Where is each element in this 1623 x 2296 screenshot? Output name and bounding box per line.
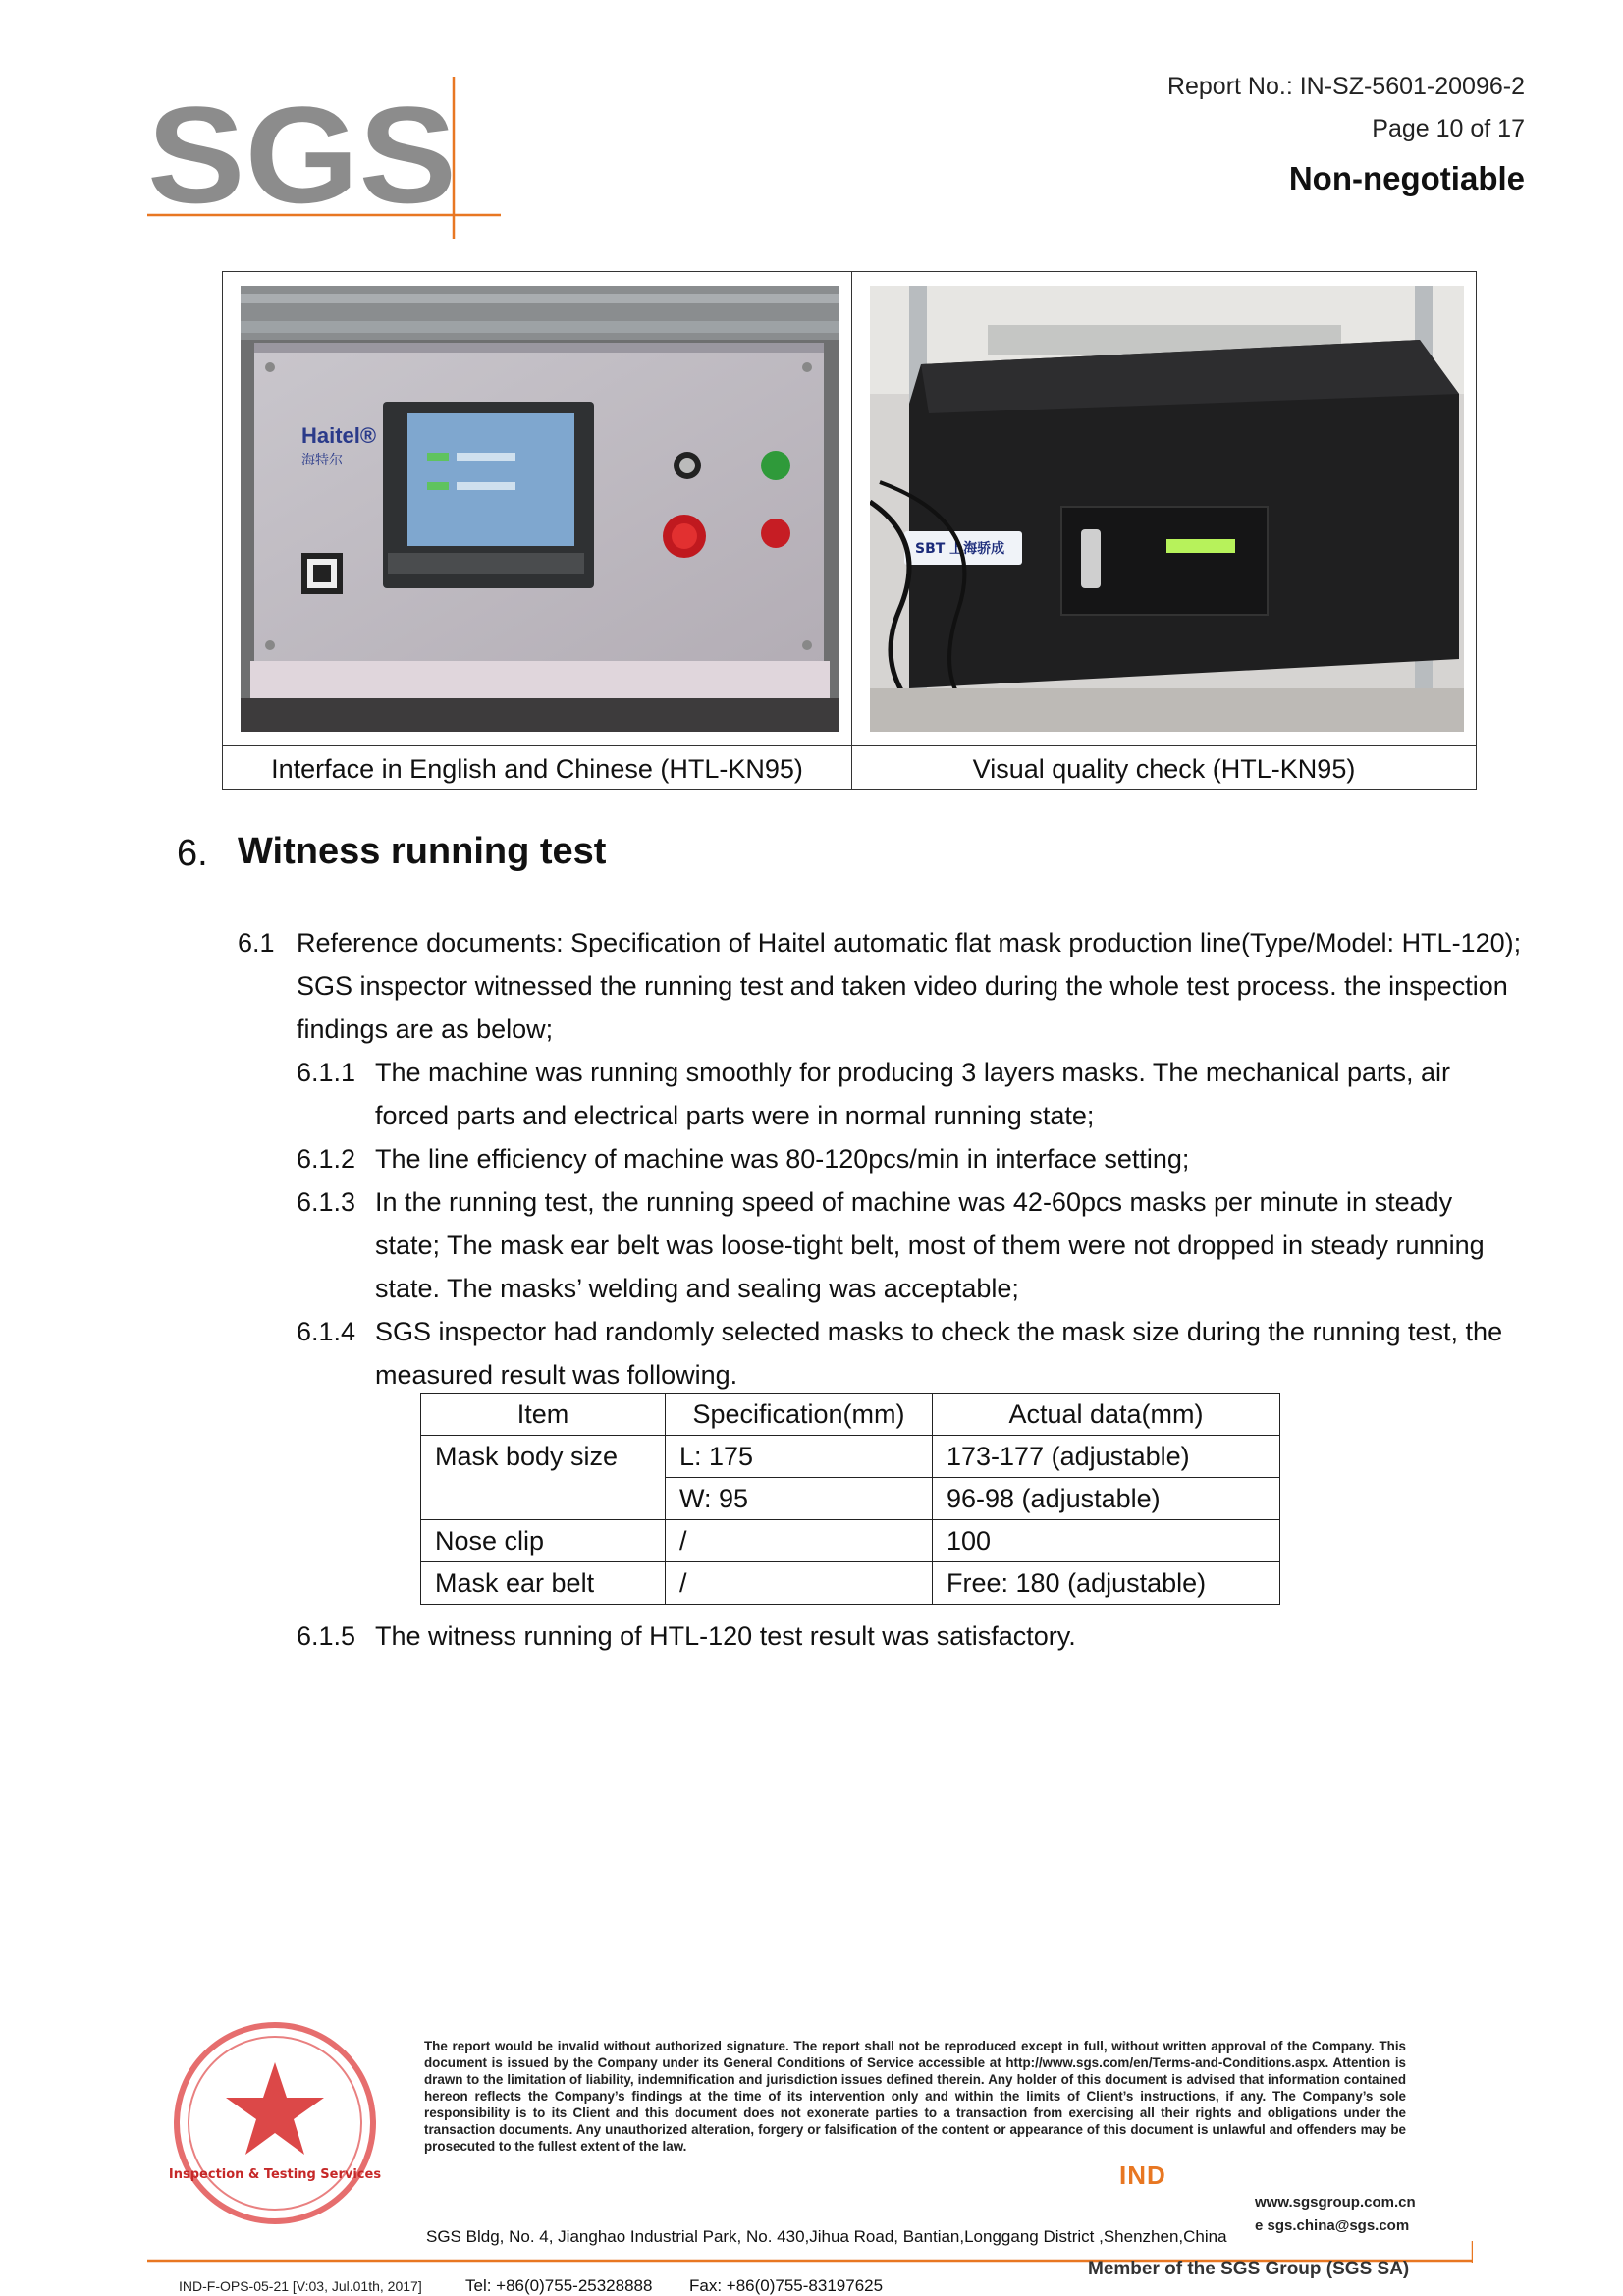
haitel-brand-cn: 海特尔: [301, 453, 343, 468]
quality-check-photo: [870, 286, 1464, 732]
table-cell: Free: 180 (adjustable): [933, 1562, 1280, 1605]
company-website[interactable]: www.sgsgroup.com.cn: [1255, 2194, 1416, 2211]
sgs-logo: [147, 77, 501, 244]
photo-cell-right: [852, 272, 1476, 745]
table-header-row: [421, 1394, 1280, 1436]
ind-mark: IND: [1119, 2160, 1166, 2190]
clause-6-1-3-number: 6.1.3: [297, 1187, 356, 1217]
table-header-cell: Item: [421, 1394, 666, 1436]
clause-6-1-2-text: The line efficiency of machine was 80-120pcs/min in interface setting;: [375, 1144, 1190, 1174]
table-cell: 100: [933, 1520, 1280, 1562]
fax: Fax: +86(0)755-83197625: [689, 2276, 884, 2295]
company-address: SGS Bldg, No. 4, Jianghao Industrial Park, No. 430,Jihua Road, Bantian,Longgang District ,Shenzhen,China: [426, 2227, 1227, 2246]
sgs-logo-text: SGS: [147, 78, 457, 232]
clause-6-1-1-number: 6.1.1: [297, 1058, 356, 1087]
table-cell: Nose clip: [421, 1520, 666, 1562]
caption-right: Visual quality check (HTL-KN95): [972, 754, 1356, 784]
clause-6-1-3-text: In the running test, the running speed of machine was 42-60pcs masks per minute in steady state; The mask ear belt was loose-tight belt, most of them were not dropped in steady running state. The masks’ welding and sealing was acceptable;: [375, 1187, 1485, 1303]
table-header-cell: Specification(mm): [666, 1394, 933, 1436]
form-identifier: IND-F-OPS-05-21 [V:03, Jul.01th, 2017]: [179, 2278, 422, 2294]
section-number: 6.: [177, 833, 208, 874]
clause-6-1-number: 6.1: [238, 928, 275, 957]
clause-6-1-4-text: SGS inspector had randomly selected masks to check the mask size during the running test, the measured result was following.: [375, 1317, 1503, 1390]
report-number: Report No.: IN-SZ-5601-20096-2: [1166, 73, 1525, 100]
table-row: [421, 1520, 1280, 1562]
control-panel-photo: [241, 286, 839, 732]
table-cell: /: [666, 1562, 933, 1605]
table-cell: 96-98 (adjustable): [933, 1478, 1280, 1520]
table-row: [421, 1436, 1280, 1478]
clause-6-1-1-text: The machine was running smoothly for producing 3 layers masks. The mechanical parts, air forced parts and electrical parts were in normal running state;: [375, 1058, 1451, 1130]
company-email[interactable]: e sgs.china@sgs.com: [1255, 2217, 1410, 2234]
table-cell: Mask ear belt: [421, 1562, 666, 1605]
photo-cell-left: [223, 272, 852, 745]
table-row: [421, 1562, 1280, 1605]
clause-6-1-5-text: The witness running of HTL-120 test result was satisfactory.: [375, 1621, 1076, 1651]
haitel-brand: Haitel®: [301, 423, 377, 448]
caption-row: [223, 745, 1476, 790]
mask-size-table: [420, 1393, 1280, 1605]
member-of-group: Member of the SGS Group (SGS SA): [1088, 2259, 1410, 2279]
section-title: Witness running test: [238, 831, 607, 872]
sbt-label: SBT 上海骄成: [915, 541, 1005, 557]
company-seal-stamp: [147, 2013, 403, 2239]
status-label: Non-negotiable: [1288, 160, 1525, 196]
table-cell: 173-177 (adjustable): [933, 1436, 1280, 1478]
page-number: Page 10 of 17: [1372, 115, 1525, 142]
clause-6-1-4-number: 6.1.4: [297, 1317, 356, 1346]
legal-disclaimer: The report would be invalid without authorized signature. The report shall not be reproduced except in full, without written approval of the Company. This document is issued by the Company under its General Conditions of Service accessible at http://www.sgs.com/en/Terms-and-Conditions.aspx. Attention is drawn to the limitation of liability, indemnification and jurisdiction issues defined therein. Any holder of this document is advised that information contained hereon reflects the Company’s findings at the time of its intervention only and within the limits of Client’s instructions, if any. The Company’s sole responsibility is to its Client and this document does not exonerate parties to a transaction from exercising all their rights and obligations under the transaction documents. Any unauthorized alteration, forgery or falsification of the content or appearance of this document is unlawful and offenders may be prosecuted to the fullest extent of the law.: [424, 2039, 1406, 2154]
telephone: Tel: +86(0)755-25328888: [465, 2276, 653, 2295]
caption-left: Interface in English and Chinese (HTL-KN95): [223, 746, 852, 790]
clause-6-1-text: Reference documents: Specification of Haitel automatic flat mask production line(Type/Model: HTL-120); SGS inspector witnessed the running test and taken video during the whole test process. the inspection findings are as below;: [297, 928, 1522, 1044]
clause-6-1-2-number: 6.1.2: [297, 1144, 356, 1174]
table-cell: L: 175: [666, 1436, 933, 1478]
clause-6-1-5-number: 6.1.5: [297, 1621, 356, 1651]
table-cell: Mask body size: [421, 1436, 666, 1520]
photo-table: [222, 271, 1477, 790]
table-cell: W: 95: [666, 1478, 933, 1520]
table-cell: /: [666, 1520, 933, 1562]
table-header-cell: Actual data(mm): [933, 1394, 1280, 1436]
stamp-text: Inspection & Testing Services: [168, 2167, 382, 2182]
